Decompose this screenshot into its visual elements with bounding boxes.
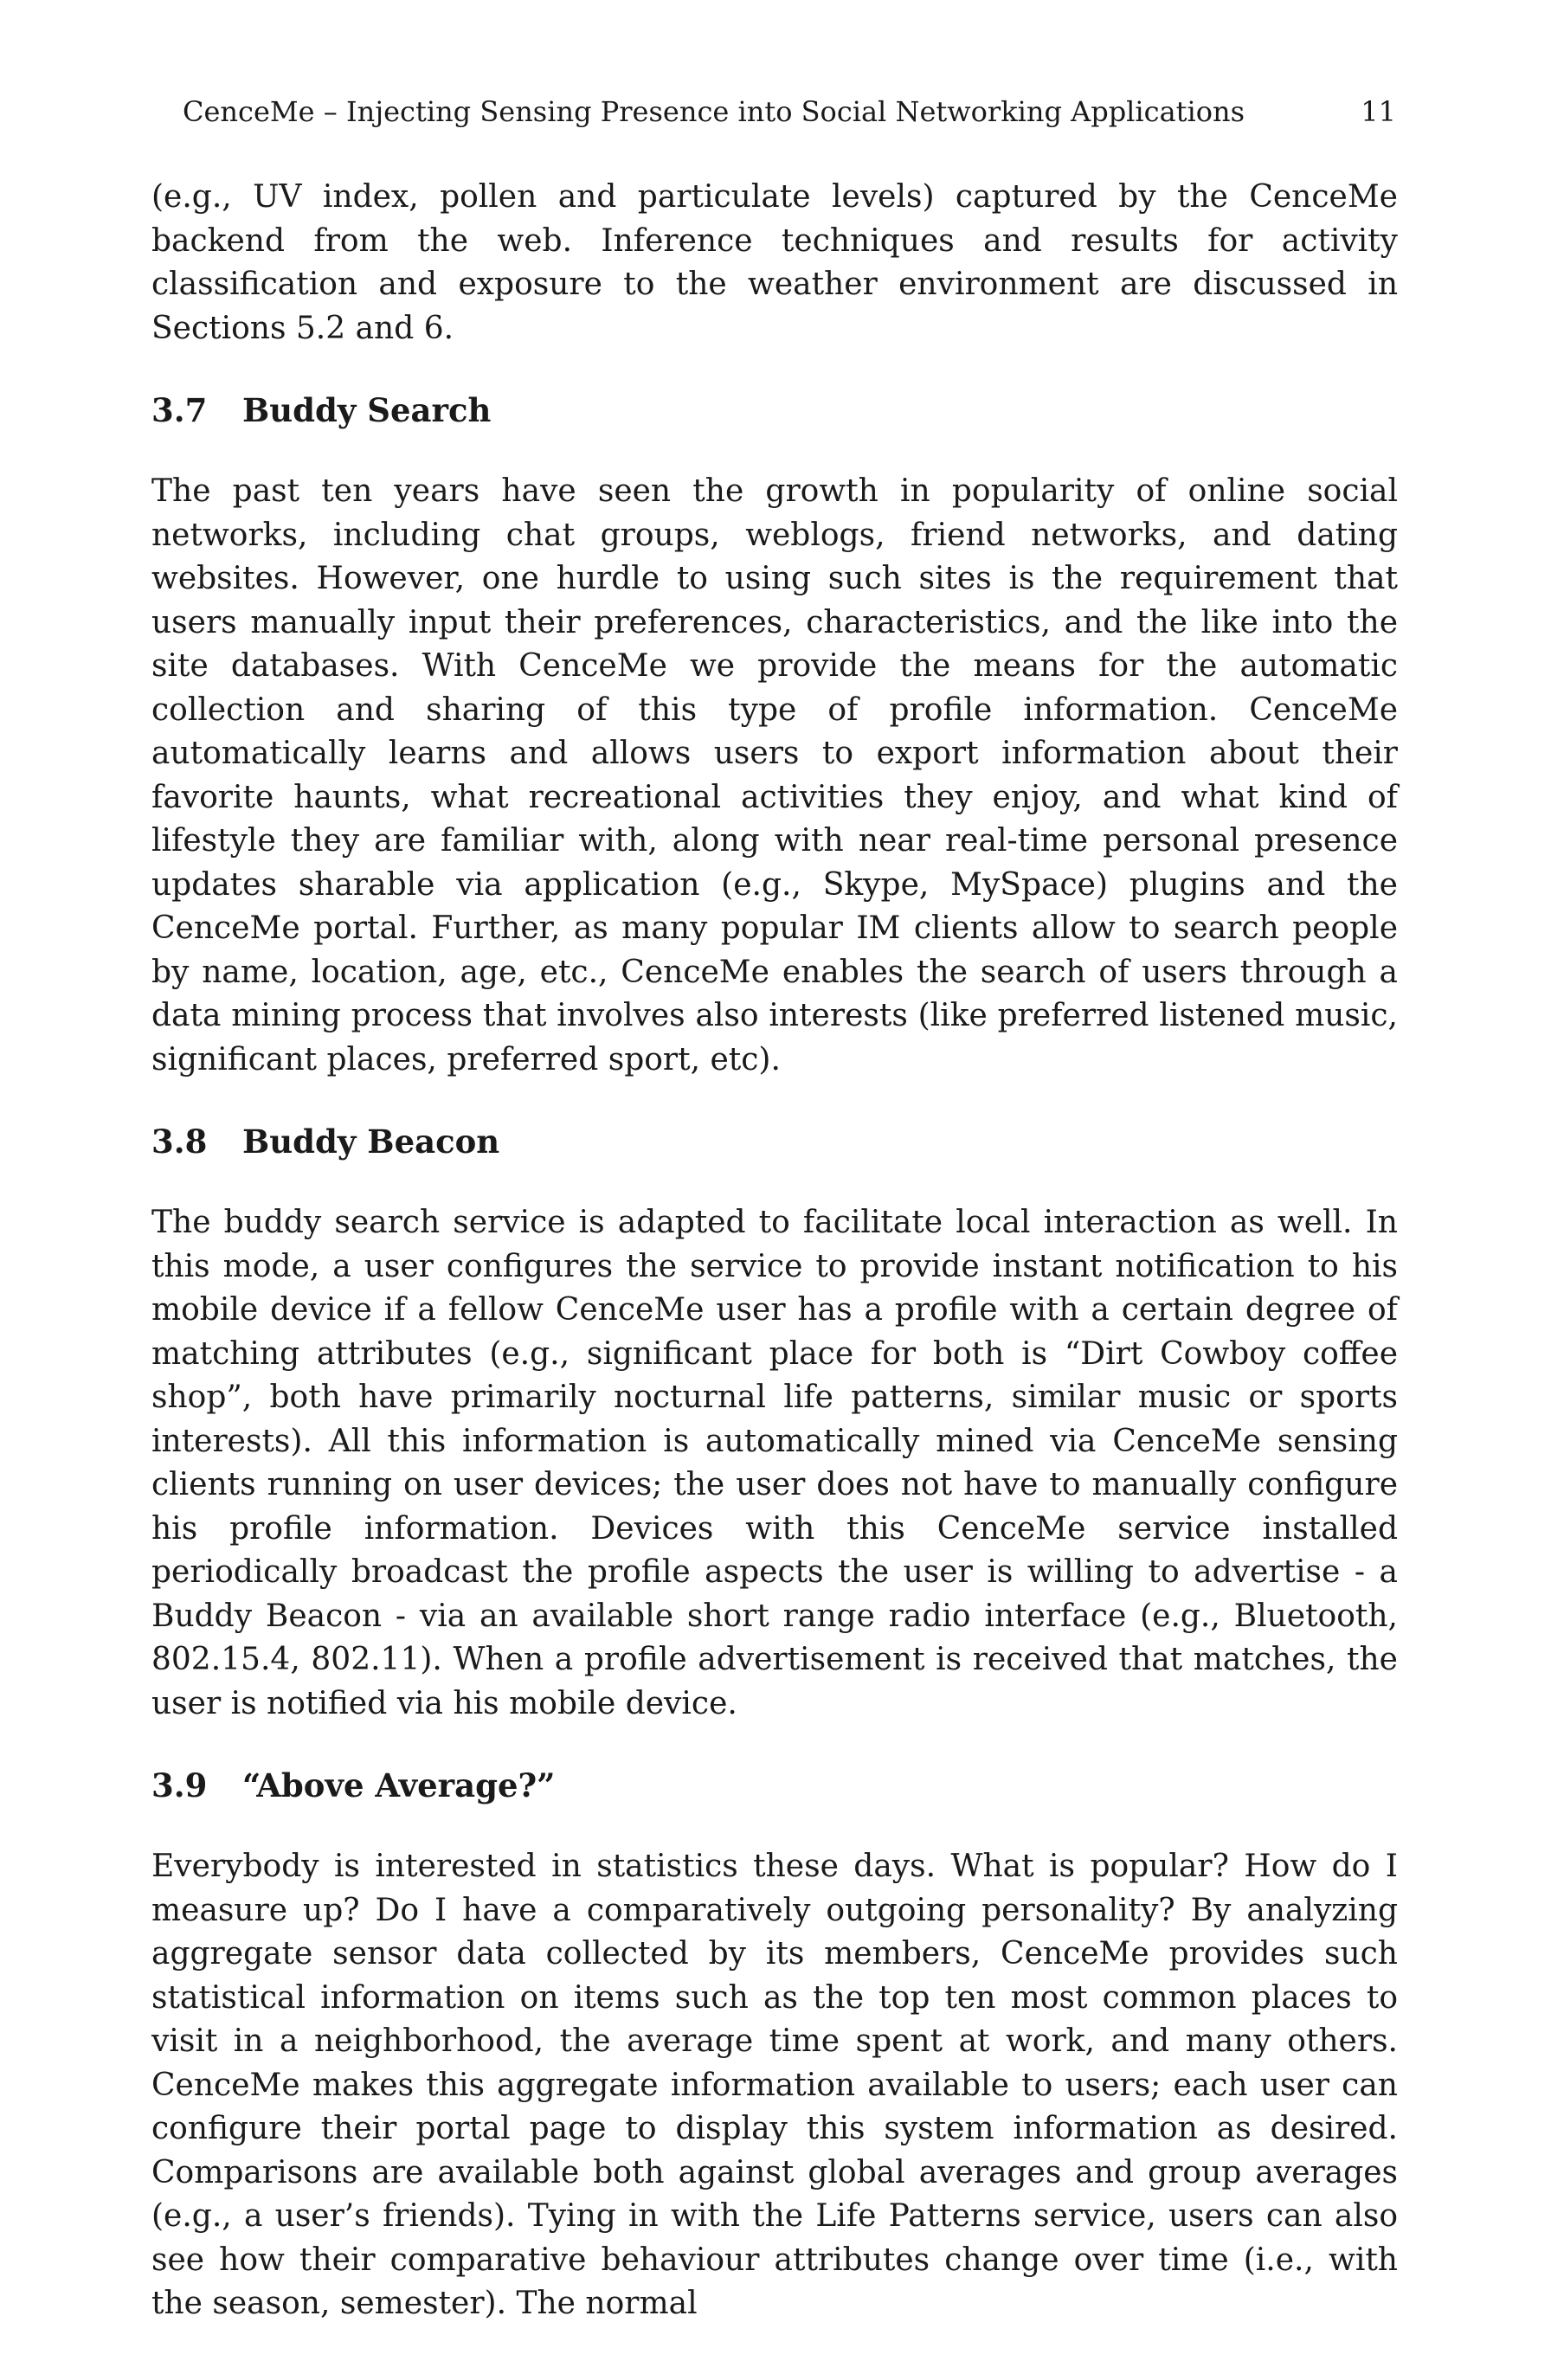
section-paragraph-buddy-search: The past ten years have seen the growth in popularity of online social networks, including chat groups, weblogs, friend networks, and dating websites. However, one hurdle to using such sites is the requirement that users manually input their preferences, characteristics, and the like into the site databases. With CenceMe we provide the means for the automatic collection and sharing of this type of profile information. CenceMe automatically learns and allows users to export information about their favorite haunts, what recreational activities they enjoy, and what kind of lifestyle they are familiar with, along with near real-time personal presence updates sharable via application (e.g., Skype, MySpace) plugins and the CenceMe portal. Further, as many popular IM clients allow to search people by name, location, age, etc., CenceMe enables the search of users through a data mining process that involves also interests (like preferred listened music, significant places, preferred sport, etc). [151,473,1398,1077]
running-header [151,91,1398,132]
section-heading-3-7 [151,389,1398,432]
section-title: “Above Average?” [242,1766,556,1804]
section-number: 3.9 [151,1766,208,1804]
page [151,91,1398,2326]
section-number: 3.7 [151,391,208,429]
section-heading-3-9 [151,1764,1398,1807]
section-paragraph-above-average: Everybody is interested in statistics these days. What is popular? How do I measure up? Do I have a comparatively outgoing personality? By analyzing aggregate sensor data collected by its members, CenceMe provides such statistical information on items such as the top ten most common places to visit in a neighborhood, the average time spent at work, and many others. CenceMe makes this aggregate information available to users; each user can configure their portal page to display this system information as desired. Comparisons are available both against global averages and group averages (e.g., a user’s friends). Tying in with the Life Patterns service, users can also see how their comparative behaviour attributes change over time (i.e., with the season, semester). The normal [151,1849,1398,2321]
intro-paragraph: (e.g., UV index, pollen and particulate levels) captured by the CenceMe backend from the web. Inference techniques and results for activity classification and exposure to the weather environment are discussed in Sections 5.2 and 6. [151,179,1398,346]
section-paragraph-buddy-beacon: The buddy search service is adapted to facilitate local interaction as well. In this mode, a user configures the service to provide instant notification to his mobile device if a fellow CenceMe user has a profile with a certain degree of matching attributes (e.g., significant place for both is “Dirt Cowboy coffee shop”, both have primarily nocturnal life patterns, similar music or sports interests). All this information is automatically mined via CenceMe sensing clients running on user devices; the user does not have to manually configure his profile information. Devices with this CenceMe service installed periodically broadcast the profile aspects the user is willing to advertise - a Buddy Beacon - via an available short range radio interface (e.g., Bluetooth, 802.15.4, 802.11). When a profile advertisement is received that matches, the user is notified via his mobile device. [151,1205,1398,1721]
section-title: Buddy Search [242,391,492,429]
section-number: 3.8 [151,1122,208,1161]
running-title: CenceMe – Injecting Sensing Presence into Social Networking Applications [183,95,1245,128]
section-title: Buddy Beacon [242,1122,500,1161]
page-number: 11 [1361,95,1396,128]
section-heading-3-8 [151,1120,1398,1163]
